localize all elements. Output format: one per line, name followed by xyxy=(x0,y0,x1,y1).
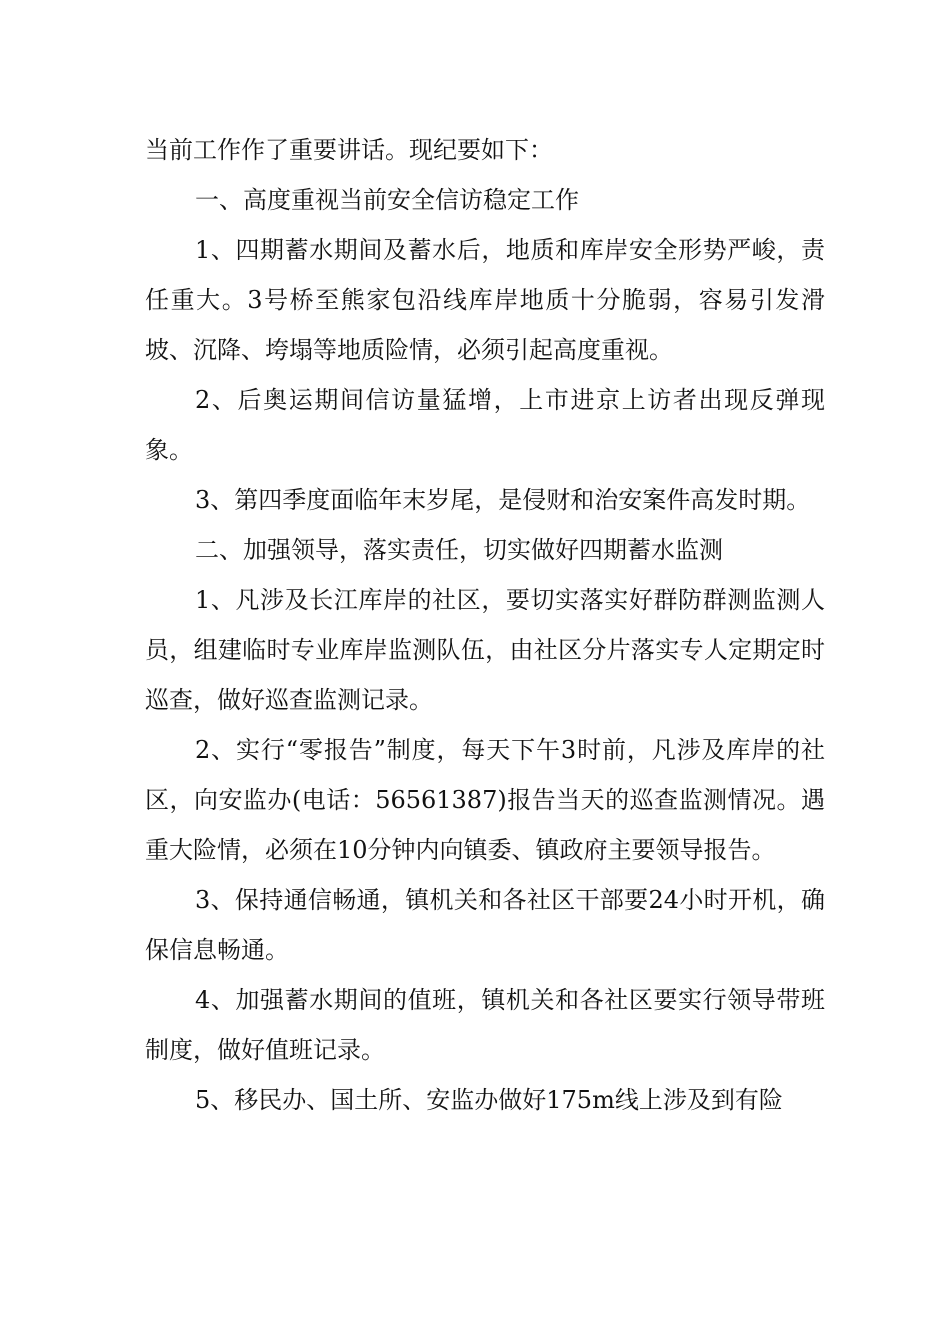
document-body xyxy=(145,125,825,1125)
paragraph-2-1: 1、凡涉及长江库岸的社区，要切实落实好群防群测监测人员，组建临时专业库岸监测队伍，由社区分片落实专人定期定时巡查，做好巡查监测记录。 xyxy=(145,586,825,714)
section-heading-1: 一、高度重视当前安全信访稳定工作 xyxy=(195,186,579,214)
paragraph-2-2: 2、实行“零报告”制度，每天下午3时前，凡涉及库岸的社区，向安监办(电话：56561387)报告当天的巡查监测情况。遇重大险情，必须在10分钟内向镇委、镇政府主要领导报告。 xyxy=(145,736,825,864)
section-heading-2: 二、加强领导，落实责任，切实做好四期蓄水监测 xyxy=(195,536,723,564)
paragraph-2-5: 5、移民办、国土所、安监办做好175m线上涉及到有险 xyxy=(195,1086,783,1114)
paragraph-1-2: 2、后奥运期间信访量猛增，上市进京上访者出现反弹现象。 xyxy=(145,386,825,464)
paragraph-1-1: 1、四期蓄水期间及蓄水后，地质和库岸安全形势严峻，责任重大。3号桥至熊家包沿线库岸地质十分脆弱，容易引发滑坡、沉降、垮塌等地质险情，必须引起高度重视。 xyxy=(145,236,825,364)
paragraph-continuation: 当前工作作了重要讲话。现纪要如下： xyxy=(145,136,553,164)
paragraph-2-3: 3、保持通信畅通，镇机关和各社区干部要24小时开机，确保信息畅通。 xyxy=(145,886,825,964)
paragraph-2-4: 4、加强蓄水期间的值班，镇机关和各社区要实行领导带班制度，做好值班记录。 xyxy=(145,986,825,1064)
paragraph-1-3: 3、第四季度面临年末岁尾，是侵财和治安案件高发时期。 xyxy=(195,486,811,514)
